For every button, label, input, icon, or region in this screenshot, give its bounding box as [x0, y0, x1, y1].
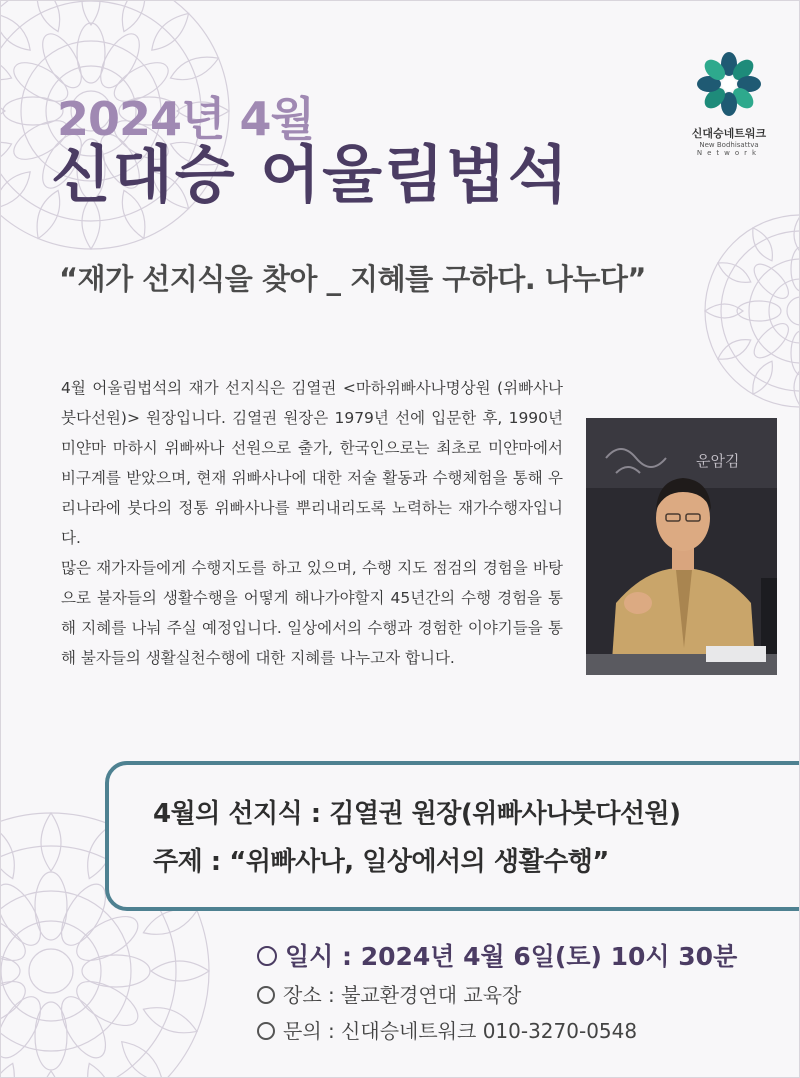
description-paragraph-1: 4월 어울림법석의 재가 선지식은 김열권 <마하위빠사나명상원 (위빠사나붓다선원)> 원장입니다. 김열권 원장은 1979년 선에 입문한 후, 1990년 미얀마 마하시 위빠싸나 선원으로 출가, 한국인으로는 최초로 미얀마에서 비구계를 받았으며, 현재 위빠사나에 대한 저술 활동과 수행체험을 통해 우리나라에 붓다의 정통 위빠사나를 뿌리내리도록 노력하는 재가수행자입니다. [61, 379, 563, 547]
logo-name-english-2: Network [696, 149, 762, 158]
subtitle-quote: “재가 선지식을 찾아 _ 지혜를 구하다. 나누다” [59, 262, 646, 296]
logo-name-english-1: New Bodhisattva [699, 141, 759, 149]
lotus-logo-icon [694, 49, 764, 119]
photo-sign-text: 운암김 [696, 452, 740, 470]
contact-text: 문의 : 신대승네트워크 010-3270-0548 [283, 1019, 638, 1043]
datetime-text: 일시 : 2024년 4월 6일(토) 10시 30분 [285, 942, 738, 971]
place-line [257, 979, 521, 1008]
bullet-circle-icon [257, 946, 277, 966]
description-text [61, 373, 563, 673]
contact-line [257, 1015, 637, 1044]
datetime-line [257, 937, 737, 973]
logo-name-korean: 신대승네트워크 [691, 127, 767, 140]
title-year-month: 2024년 4월 [57, 92, 314, 146]
place-text: 장소 : 불교환경연대 교육장 [283, 983, 522, 1007]
mandala-right-decoration [701, 211, 800, 411]
speaker-line: 4월의 선지식 : 김열권 원장(위빠사나붓다선원) [153, 799, 681, 829]
speaker-photo-illustration [586, 418, 777, 675]
topic-line: 주제 : “위빠사나, 일상에서의 생활수행” [153, 847, 609, 877]
description-paragraph-2: 많은 재가자들에게 수행지도를 하고 있으며, 수행 지도 점검의 경험을 바탕으로 불자들의 생활수행을 어떻게 해나가야할지 45년간의 수행 경험을 통해 지혜를 나눠 주실 예정입니다. 일상에서의 수행과 경험한 이야기들을 통해 불자들의 생활실천수행에 대한 지혜를 나누고자 합니다. [61, 559, 563, 667]
speaker-photo [586, 418, 777, 675]
bullet-circle-icon [257, 1022, 275, 1040]
bullet-circle-icon [257, 986, 275, 1004]
speaker-topic-box [105, 761, 800, 911]
page-title: 신대승 어울림법석 [51, 138, 570, 211]
logo [689, 49, 769, 157]
